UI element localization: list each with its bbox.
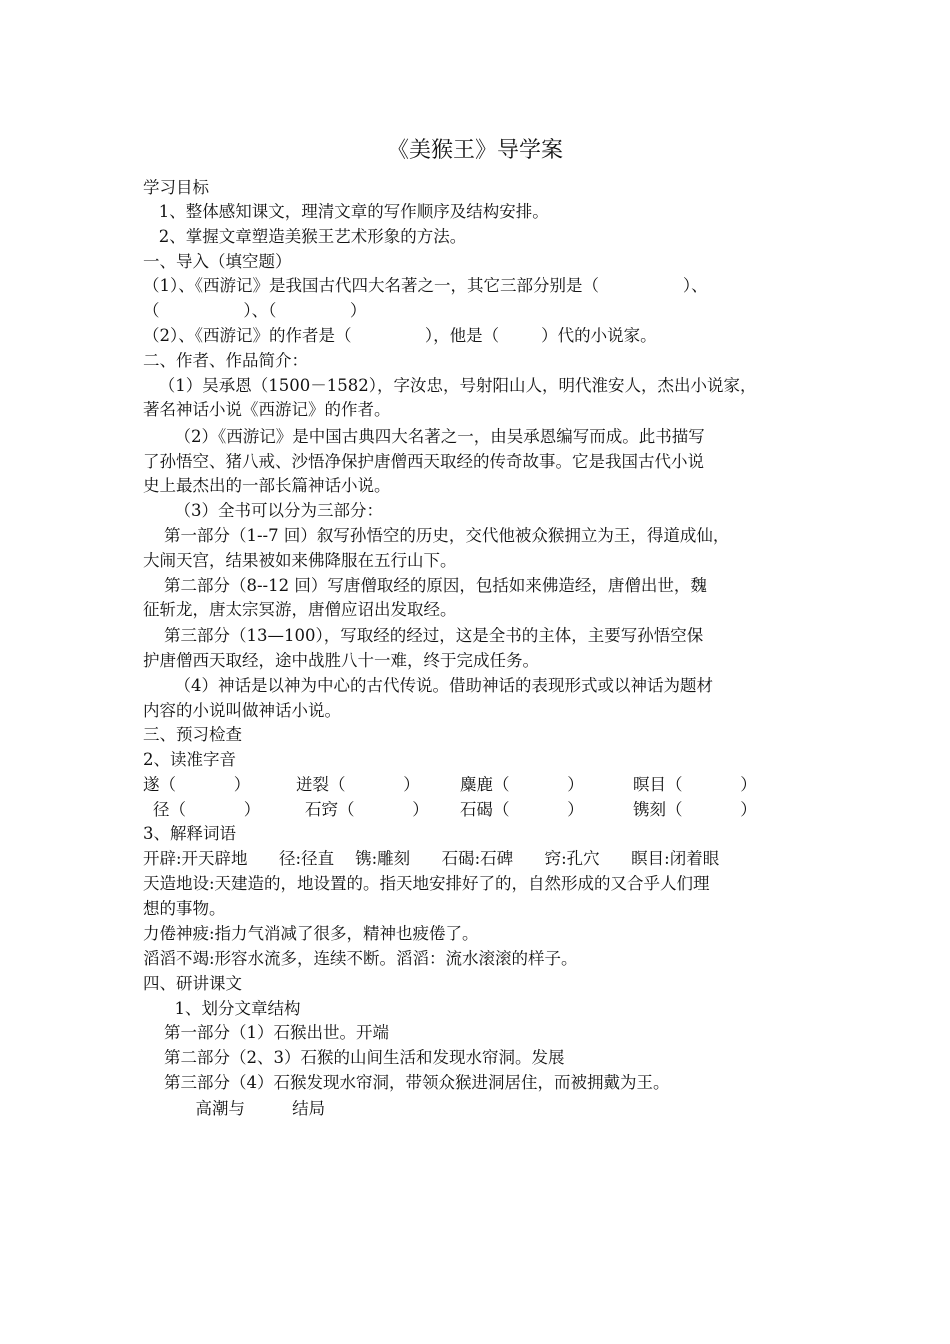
text-line: （4）神话是以神为中心的古代传说。借助神话的表现形式或以神话为题材 xyxy=(143,676,713,695)
text-line: （2）、《西游记》的作者是（ ），他是（ ）代的小说家。 xyxy=(143,326,657,345)
text-line: 二、作者、作品简介： xyxy=(143,351,308,370)
pinyin-blank: 暝目（ ） xyxy=(633,775,757,794)
text-line: 护唐僧西天取经，途中战胜八十一难，终于完成任务。 xyxy=(143,651,539,670)
text-line: 第一部分（1--7 回）叙写孙悟空的历史，交代他被众猴拥立为王，得道成仙， xyxy=(143,526,730,545)
pinyin-blank: 石碣（ ） xyxy=(460,800,584,819)
text-line: 第一部分（1）石猴出世。开端 xyxy=(143,1023,389,1042)
text-line: 高潮与 结局 xyxy=(143,1099,326,1118)
pinyin-blank: 麋鹿（ ） xyxy=(460,775,584,794)
text-line: （ ）、（ ） xyxy=(143,301,367,320)
section-heading: 三、预习检查 xyxy=(143,725,242,744)
text-line: 学习目标 xyxy=(143,178,209,197)
text-line: 第二部分（8--12 回）写唐僧取经的原因，包括如来佛造经，唐僧出世，魏 xyxy=(143,576,707,595)
text-line: 内容的小说叫做神话小说。 xyxy=(143,701,341,720)
text-line: 史上最杰出的一部长篇神话小说。 xyxy=(143,476,391,495)
text-line: 第三部分（13—100），写取经的经过，这是全书的主体，主要写孙悟空保 xyxy=(143,626,704,645)
text-line: （2）《西游记》是中国古典四大名著之一，由吴承恩编写而成。此书描写 xyxy=(143,427,705,446)
text-line: 第二部分（2、3）石猴的山间生活和发现水帘洞。发展 xyxy=(143,1048,565,1067)
pinyin-blank: 遂（ ） xyxy=(143,775,251,794)
text-line: 一、导入（填空题） xyxy=(143,252,292,271)
text-line: 力倦神疲:指力气消减了很多，精神也疲倦了。 xyxy=(143,924,479,943)
text-line: 了孙悟空、猪八戒、沙悟净保护唐僧西天取经的传奇故事。它是我国古代小说 xyxy=(143,452,704,471)
text-line: （1）吴承恩（1500－1582），字汝忠，号射阳山人，明代淮安人，杰出小说家， xyxy=(143,376,757,395)
pinyin-blank: 镌刻（ ） xyxy=(633,800,757,819)
text-line: 想的事物。 xyxy=(143,899,226,918)
page-title: 《美猴王》导学案 xyxy=(386,138,563,163)
text-line: 天造地设:天建造的，地设置的。指天地安排好了的，自然形成的又合乎人们理 xyxy=(143,874,710,893)
pinyin-blank: 石窍（ ） xyxy=(305,800,429,819)
text-line: 征斩龙，唐太宗冥游，唐僧应诏出发取经。 xyxy=(143,600,457,619)
section-heading: 3、解释词语 xyxy=(143,824,236,843)
text-line: （3）全书可以分为三部分： xyxy=(143,501,383,520)
pinyin-blank: 迸裂（ ） xyxy=(296,775,420,794)
text-line: 第三部分（4）石猴发现水帘洞，带领众猴进洞居住，而被拥戴为王。 xyxy=(143,1073,670,1092)
text-line: 1、划分文章结构 xyxy=(143,999,301,1018)
text-line: 大闹天宫，结果被如来佛降服在五行山下。 xyxy=(143,551,457,570)
text-line: 2、掌握文章塑造美猴王艺术形象的方法。 xyxy=(143,227,467,246)
pinyin-blank: 径（ ） xyxy=(153,800,261,819)
text-line: 1、整体感知课文，理清文章的写作顺序及结构安排。 xyxy=(143,202,549,221)
section-heading: 四、研讲课文 xyxy=(143,974,242,993)
text-line: 滔滔不竭:形容水流多，连续不断。滔滔：流水滚滚的样子。 xyxy=(143,949,578,968)
text-line: （1）、《西游记》是我国古代四大名著之一，其它三部分别是（ ）、 xyxy=(143,276,708,295)
text-line: 2、读准字音 xyxy=(143,750,236,769)
text-line: 开辟:开天辟地 径:径直 镌:雕刻 石碣:石碑 窍:孔穴 瞑目:闭着眼 xyxy=(143,849,720,868)
text-line: 著名神话小说《西游记》的作者。 xyxy=(143,400,391,419)
